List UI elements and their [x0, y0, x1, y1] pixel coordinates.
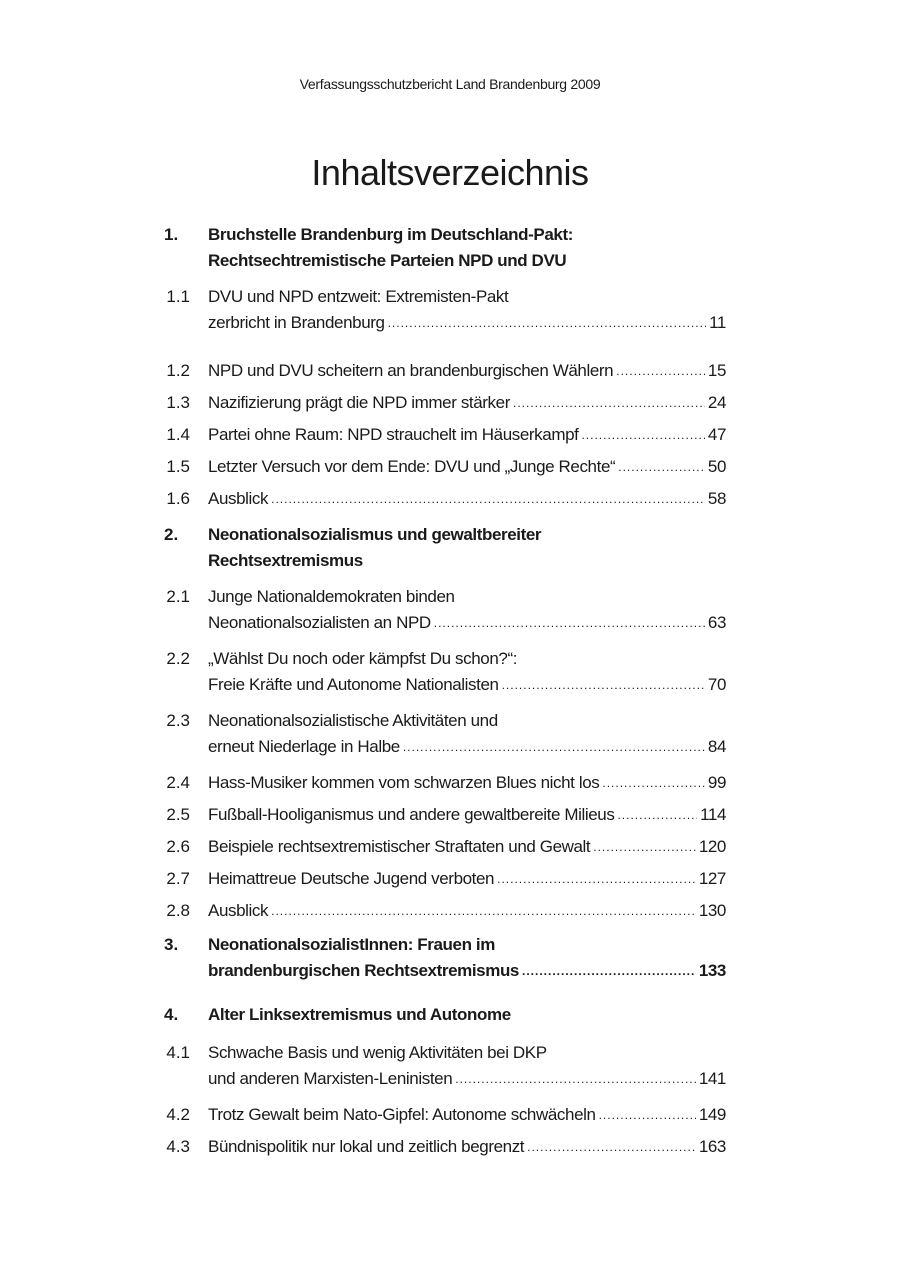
toc-title-line: Hass-Musiker kommen vom schwarzen Blues nicht los	[208, 773, 600, 792]
toc-title	[208, 866, 726, 892]
page-title: Inhaltsverzeichnis	[311, 152, 589, 194]
toc-title-line: NeonationalsozialistInnen: Frauen im	[208, 935, 495, 954]
toc-number: 2.6	[166, 837, 190, 856]
toc-title-line: Letzter Versuch vor dem Ende: DVU und „Junge Rechte“	[208, 457, 616, 476]
page-number: 127	[698, 869, 726, 888]
toc-number: 1.5	[166, 457, 190, 476]
toc-number: 2.1	[166, 587, 190, 606]
page-number: 99	[707, 773, 726, 792]
toc-title-line: Freie Kräfte und Autonome Nationalisten	[208, 675, 499, 694]
page-number: 58	[707, 489, 726, 508]
toc-title	[208, 770, 726, 796]
report-header: Verfassungsschutzbericht Land Brandenburg 2009	[299, 76, 601, 92]
toc-title-line: „Wählst Du noch oder kämpfst Du schon?“:	[208, 649, 518, 668]
dot-leader	[616, 358, 705, 384]
toc-number: 1.	[164, 225, 179, 244]
toc-title-line: Beispiele rechtsextremistischer Straftaten und Gewalt	[208, 837, 591, 856]
toc-number: 4.3	[166, 1137, 190, 1156]
dot-leader	[502, 672, 705, 698]
toc-title-line: Ausblick	[208, 901, 269, 920]
toc-title-line: Nazifizierung prägt die NPD immer stärker	[208, 393, 510, 412]
toc-number: 2.7	[166, 869, 190, 888]
dot-leader	[271, 898, 696, 924]
toc-title-line: zerbricht in Brandenburg	[208, 313, 385, 332]
toc-title-line: Schwache Basis und wenig Aktivitäten bei DKP	[208, 1043, 547, 1062]
toc-title	[208, 454, 726, 480]
toc-number: 4.2	[166, 1105, 190, 1124]
toc-title-line: erneut Niederlage in Halbe	[208, 737, 400, 756]
dot-leader	[527, 1134, 696, 1160]
dot-leader	[513, 390, 705, 416]
toc-number: 2.4	[166, 773, 190, 792]
dot-leader	[455, 1066, 696, 1092]
toc-number: 2.3	[166, 711, 190, 730]
page-number: 84	[707, 737, 726, 756]
toc-number: 1.2	[166, 361, 190, 380]
dot-leader	[388, 310, 707, 336]
toc-title-line: NPD und DVU scheitern an brandenburgischen Wählern	[208, 361, 614, 380]
dot-leader	[617, 802, 697, 828]
toc-title	[208, 486, 726, 512]
dot-leader	[497, 866, 696, 892]
toc-title	[208, 802, 726, 828]
toc-title	[208, 222, 726, 274]
toc-title-line: Neonationalsozialistische Aktivitäten und	[208, 711, 498, 730]
page-number: 50	[707, 457, 726, 476]
dot-leader	[522, 958, 696, 984]
toc-title-line: Bündnispolitik nur lokal und zeitlich begrenzt	[208, 1137, 525, 1156]
page-number: 149	[698, 1105, 726, 1124]
toc-title-line: und anderen Marxisten-Leninisten	[208, 1069, 453, 1088]
toc-title	[208, 898, 726, 924]
page-number: 15	[707, 361, 726, 380]
dot-leader	[618, 454, 705, 480]
toc-number: 4.	[164, 1005, 179, 1024]
page-number: 133	[698, 961, 726, 980]
toc-title-line: Rechtsextremismus	[208, 551, 363, 570]
toc-title-line: Neonationalsozialisten an NPD	[208, 613, 431, 632]
toc-title-line: Ausblick	[208, 489, 269, 508]
toc-title-line: Trotz Gewalt beim Nato-Gipfel: Autonome schwächeln	[208, 1105, 596, 1124]
dot-leader	[599, 1102, 696, 1128]
toc-title-line: DVU und NPD entzweit: Extremisten-Pakt	[208, 287, 509, 306]
toc-number: 2.5	[166, 805, 190, 824]
toc-title	[208, 522, 726, 574]
toc-title-line: Neonationalsozialismus und gewaltbereiter	[208, 525, 542, 544]
dot-leader	[271, 486, 705, 512]
toc-title	[208, 1134, 726, 1160]
toc-number: 3.	[164, 935, 179, 954]
page-number: 11	[709, 313, 726, 332]
dot-leader	[593, 834, 696, 860]
toc-title-line: brandenburgischen Rechtsextremismus	[208, 961, 519, 980]
toc-title-line: Junge Nationaldemokraten binden	[208, 587, 455, 606]
toc-title	[208, 584, 726, 636]
page-number: 114	[700, 805, 726, 824]
toc-title-line: Rechtsechtremistische Parteien NPD und DVU	[208, 251, 567, 270]
toc-number: 1.3	[166, 393, 190, 412]
toc-number: 1.1	[166, 287, 190, 306]
toc-title-line: Fußball-Hooliganismus und andere gewaltbereite Milieus	[208, 805, 615, 824]
dot-leader	[581, 422, 704, 448]
toc-title	[208, 646, 726, 698]
toc-title	[208, 834, 726, 860]
page-number: 47	[707, 425, 726, 444]
toc-number: 4.1	[166, 1043, 190, 1062]
page-number: 63	[707, 613, 726, 632]
toc-title	[208, 1102, 726, 1128]
toc-title	[208, 358, 726, 384]
page-number: 141	[698, 1069, 726, 1088]
toc-title	[208, 932, 726, 984]
page-number: 120	[698, 837, 726, 856]
toc-title-line: Alter Linksextremismus und Autonome	[208, 1005, 511, 1024]
toc-title-line: Heimattreue Deutsche Jugend verboten	[208, 869, 495, 888]
toc-number: 2.2	[166, 649, 190, 668]
toc-title	[208, 390, 726, 416]
page-number: 70	[707, 675, 726, 694]
toc-number: 1.6	[166, 489, 190, 508]
toc-number: 2.8	[166, 901, 190, 920]
toc-title	[208, 284, 726, 336]
toc-number: 1.4	[166, 425, 190, 444]
toc-title	[208, 1002, 726, 1028]
toc-title	[208, 1040, 726, 1092]
toc-title	[208, 708, 726, 760]
toc-title-line: Bruchstelle Brandenburg im Deutschland-Pakt:	[208, 225, 573, 244]
toc-number: 2.	[164, 525, 179, 544]
dot-leader	[602, 770, 705, 796]
toc-title	[208, 422, 726, 448]
dot-leader	[434, 610, 705, 636]
page-number: 24	[707, 393, 726, 412]
toc-title-line: Partei ohne Raum: NPD strauchelt im Häuserkampf	[208, 425, 579, 444]
page-number: 130	[698, 901, 726, 920]
dot-leader	[403, 734, 705, 760]
page-number: 163	[698, 1137, 726, 1156]
